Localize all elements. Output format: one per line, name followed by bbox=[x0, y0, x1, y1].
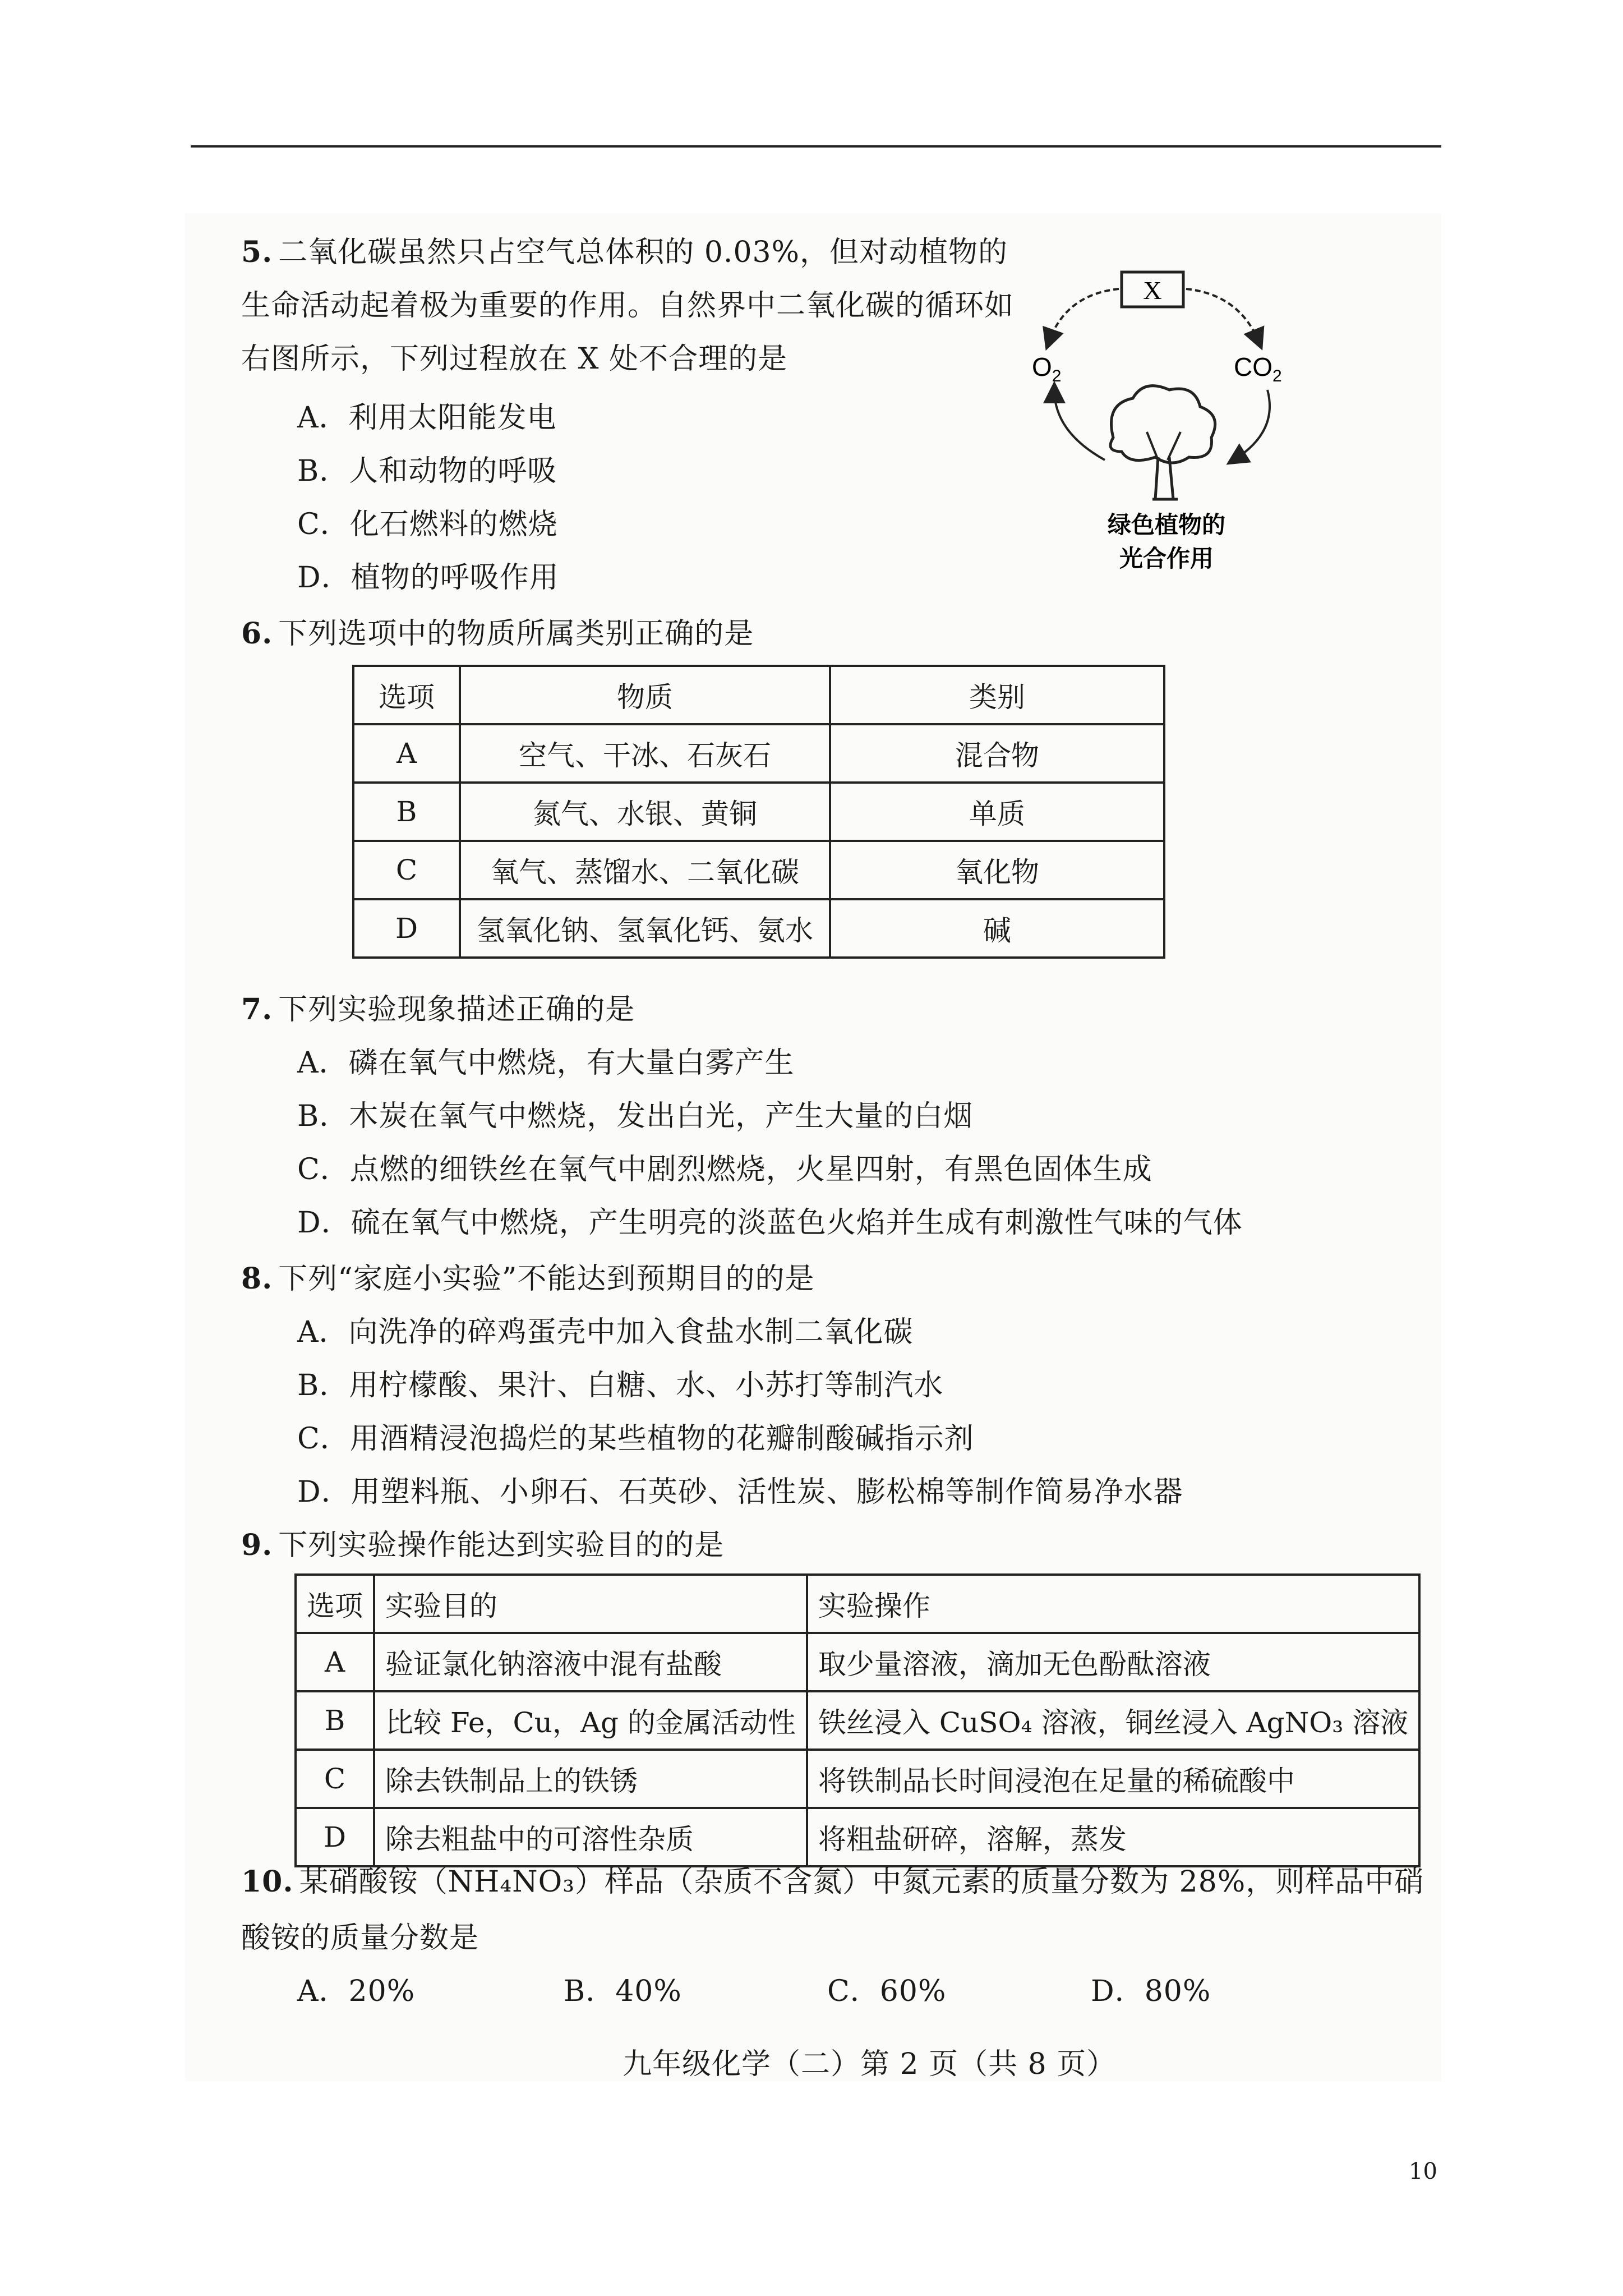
q10-option-b: B．40% bbox=[564, 1975, 682, 2008]
q6-cell-option: D bbox=[353, 899, 460, 958]
q6-cell-category: 氧化物 bbox=[830, 841, 1164, 899]
q8-number: 8. bbox=[241, 1262, 273, 1296]
page-footer: 九年级化学（二）第 2 页（共 8 页） bbox=[623, 2047, 1117, 2081]
diagram-caption-1: 绿色植物的 bbox=[1107, 511, 1226, 539]
q10-option-d: D．80% bbox=[1091, 1975, 1211, 2008]
q9-header-operation: 实验操作 bbox=[807, 1575, 1419, 1633]
arrow-x-to-o2 bbox=[1049, 289, 1119, 342]
table-row bbox=[296, 1691, 1419, 1750]
q6-header-row bbox=[353, 666, 1164, 724]
q5-option-d: D．植物的呼吸作用 bbox=[297, 561, 559, 595]
q7-option-d: D．硫在氧气中燃烧，产生明亮的淡蓝色火焰并生成有刺激性气味的气体 bbox=[297, 1206, 1243, 1240]
table-row bbox=[296, 1633, 1419, 1691]
q6-cell-option: B bbox=[353, 783, 460, 841]
q9-cell-operation: 取少量溶液，滴加无色酚酞溶液 bbox=[807, 1633, 1419, 1691]
q9-number: 9. bbox=[241, 1528, 273, 1562]
q7-option-b: B．木炭在氧气中燃烧，发出白光，产生大量的白烟 bbox=[297, 1099, 974, 1133]
q6-stem-text: 下列选项中的物质所属类别正确的是 bbox=[278, 617, 754, 651]
q9-cell-option: B bbox=[296, 1691, 374, 1750]
q6-cell-category: 单质 bbox=[830, 783, 1164, 841]
q5-line-2: 生命活动起着极为重要的作用。自然界中二氧化碳的循环如 bbox=[241, 289, 1015, 323]
q9-cell-option: D bbox=[296, 1808, 374, 1866]
q6-number: 6. bbox=[241, 616, 273, 651]
q10-stem-1: 某硝酸铵（NH₄NO₃）样品（杂质不含氮）中氮元素的质量分数为 28%，则样品中硝 bbox=[299, 1865, 1424, 1899]
q5-number: 5. bbox=[241, 235, 273, 269]
table-row bbox=[296, 1808, 1419, 1866]
q6-cell-substance: 氢氧化钠、氢氧化钙、氨水 bbox=[460, 899, 830, 958]
q9-stem-text: 下列实验操作能达到实验目的的是 bbox=[278, 1529, 725, 1562]
o2-label: $O_2$ bbox=[1032, 352, 1062, 385]
page-number: 10 bbox=[1409, 2159, 1437, 2184]
q9-header-purpose: 实验目的 bbox=[374, 1575, 807, 1633]
q6-table bbox=[352, 665, 1165, 959]
q6-cell-substance: 空气、干冰、石灰石 bbox=[460, 724, 830, 783]
q7-stem bbox=[241, 993, 635, 1027]
q6-header-option: 选项 bbox=[353, 666, 460, 724]
q9-cell-operation: 将粗盐研碎，溶解，蒸发 bbox=[807, 1808, 1419, 1866]
tree-icon bbox=[1110, 386, 1215, 499]
q6-cell-substance: 氧气、蒸馏水、二氧化碳 bbox=[460, 841, 830, 899]
q10-option-a: A．20% bbox=[297, 1975, 416, 2008]
header-rule bbox=[191, 145, 1441, 148]
x-label: X bbox=[1143, 276, 1162, 305]
q9-cell-purpose: 除去粗盐中的可溶性杂质 bbox=[374, 1808, 807, 1866]
q7-stem-text: 下列实验现象描述正确的是 bbox=[278, 993, 635, 1027]
q9-cell-purpose: 验证氯化钠溶液中混有盐酸 bbox=[374, 1633, 807, 1691]
table-row bbox=[353, 841, 1164, 899]
q9-cell-purpose: 除去铁制品上的铁锈 bbox=[374, 1750, 807, 1808]
q9-cell-option: C bbox=[296, 1750, 374, 1808]
arrow-x-to-co2 bbox=[1186, 289, 1259, 342]
q10-line-1 bbox=[241, 1865, 1424, 1899]
q6-header-substance: 物质 bbox=[460, 666, 830, 724]
q8-option-a: A．向洗净的碎鸡蛋壳中加入食盐水制二氧化碳 bbox=[297, 1315, 914, 1349]
co2-label: $CO_2$ bbox=[1234, 352, 1282, 385]
q9-cell-operation: 铁丝浸入 CuSO₄ 溶液，铜丝浸入 AgNO₃ 溶液 bbox=[807, 1691, 1419, 1750]
q5-line-3: 右图所示，下列过程放在 X 处不合理的是 bbox=[241, 342, 788, 376]
q6-cell-option: A bbox=[353, 724, 460, 783]
q9-cell-operation: 将铁制品长时间浸泡在足量的稀硫酸中 bbox=[807, 1750, 1419, 1808]
table-row bbox=[353, 783, 1164, 841]
arrow-plant-to-o2 bbox=[1054, 390, 1105, 460]
q9-cell-purpose: 比较 Fe，Cu，Ag 的金属活动性 bbox=[374, 1691, 807, 1750]
arrow-co2-to-plant bbox=[1234, 390, 1270, 460]
q8-option-c: C．用酒精浸泡捣烂的某些植物的花瓣制酸碱指示剂 bbox=[297, 1422, 974, 1456]
q5-stem-1: 二氧化碳虽然只占空气总体积的 0.03%，但对动植物的 bbox=[278, 236, 1008, 269]
q6-cell-option: C bbox=[353, 841, 460, 899]
q5-option-b: B．人和动物的呼吸 bbox=[297, 454, 557, 488]
table-row bbox=[353, 899, 1164, 958]
q8-option-d: D．用塑料瓶、小卵石、石英砂、活性炭、膨松棉等制作简易净水器 bbox=[297, 1475, 1183, 1509]
q5-option-a: A．利用太阳能发电 bbox=[297, 401, 557, 435]
diagram-caption-2: 光合作用 bbox=[1119, 545, 1214, 572]
q6-stem bbox=[241, 617, 754, 651]
q6-cell-category: 混合物 bbox=[830, 724, 1164, 783]
q9-cell-option: A bbox=[296, 1633, 374, 1691]
q8-option-b: B．用柠檬酸、果汁、白糖、水、小苏打等制汽水 bbox=[297, 1369, 944, 1402]
q10-number: 10. bbox=[241, 1865, 294, 1899]
q6-cell-category: 碱 bbox=[830, 899, 1164, 958]
q9-stem bbox=[241, 1529, 724, 1562]
q6-header-category: 类别 bbox=[830, 666, 1164, 724]
q5-option-c: C．化石燃料的燃烧 bbox=[297, 508, 558, 541]
q10-line-2: 酸铵的质量分数是 bbox=[241, 1921, 479, 1955]
carbon-cycle-diagram bbox=[1021, 264, 1312, 578]
q7-option-c: C．点燃的细铁丝在氧气中剧烈燃烧，火星四射，有黑色固体生成 bbox=[297, 1153, 1152, 1186]
q10-option-c: C．60% bbox=[827, 1975, 947, 2008]
q9-header-option: 选项 bbox=[296, 1575, 374, 1633]
q8-stem-text: 下列“家庭小实验”不能达到预期目的的是 bbox=[278, 1262, 815, 1296]
q7-option-a: A．磷在氧气中燃烧，有大量白雾产生 bbox=[297, 1046, 795, 1080]
q6-cell-substance: 氮气、水银、黄铜 bbox=[460, 783, 830, 841]
q9-header-row bbox=[296, 1575, 1419, 1633]
q7-number: 7. bbox=[241, 992, 273, 1027]
q5-line-1 bbox=[241, 236, 1008, 269]
table-row bbox=[296, 1750, 1419, 1808]
q8-stem bbox=[241, 1262, 814, 1296]
table-row bbox=[353, 724, 1164, 783]
q9-table bbox=[294, 1573, 1421, 1867]
